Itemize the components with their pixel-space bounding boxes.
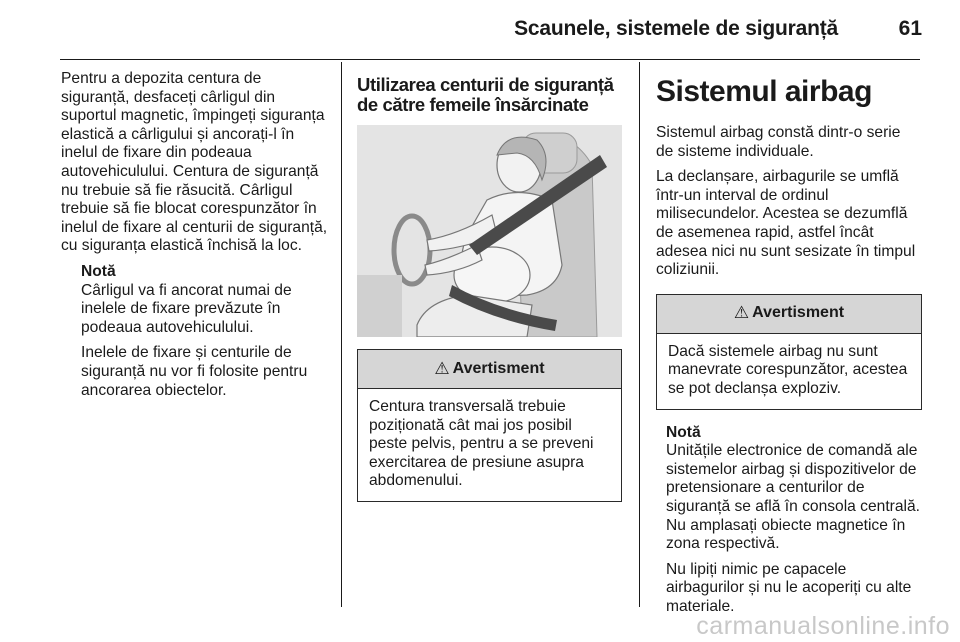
- warning-triangle-icon: ⚠: [733, 303, 750, 323]
- header-divider: [60, 59, 920, 60]
- note-paragraph: Unitățile electronice de comandă ale sistemelor airbag și dispozitivelor de pretensionare a centurilor de siguranță se află în consola centrală. Nu amplasați obiecte magnetice în zona respectivă.: [666, 442, 920, 553]
- warning-title: Avertisment: [752, 304, 845, 322]
- column-3: [656, 70, 922, 623]
- watermark: carmanualsonline.info: [696, 612, 950, 640]
- column-divider-1: [341, 62, 342, 607]
- warning-box: [656, 294, 922, 410]
- seatbelt-illustration-svg: [357, 125, 622, 337]
- warning-text: Dacă sistemele airbag nu sunt manevrate corespunzător, acestea se pot declanșa exploziv.: [668, 342, 908, 397]
- storage-paragraph: Pentru a depozita centura de siguranță, desfaceți cârligul din suportul magnetic, împingeți siguranța elastică a cârligului și ancorați-l în inelul de fixare din podeaua autovehiculului. Centura de siguranță nu trebuie să fie răsucită. Cârligul trebuie să fie blocat corespunzător în inelul de fixare al centurii de siguranță, cu siguranța elastică închisă la loc.: [61, 70, 328, 255]
- note-block: [656, 424, 922, 617]
- section-heading: Sistemul airbag: [656, 75, 872, 108]
- warning-box: [357, 349, 622, 502]
- page-number: 61: [898, 17, 922, 40]
- warning-title: Avertisment: [452, 359, 545, 377]
- page-header: [0, 0, 960, 60]
- column-2: [357, 70, 622, 502]
- page-title: Scaunele, sistemele de siguranță: [514, 17, 838, 40]
- pregnant-woman-seatbelt-illustration: [357, 125, 622, 337]
- warning-triangle-icon: ⚠: [434, 358, 450, 378]
- airbag-paragraph: Sistemul airbag constă dintr-o serie de sisteme individuale.: [656, 124, 901, 160]
- note-paragraph: Inelele de fixare și centurile de siguranță nu vor fi folosite pentru ancorarea obiectelor.: [81, 344, 308, 399]
- column-divider-2: [639, 62, 640, 607]
- warning-header: [358, 350, 621, 389]
- section-heading: Utilizarea centurii de siguranță de către femeile însărcinate: [357, 74, 614, 115]
- note-paragraph: Cârligul va fi ancorat numai de inelele de fixare prevăzute în podeaua autovehiculului.: [81, 281, 292, 336]
- note-label: Notă: [81, 262, 116, 280]
- warning-header: [657, 295, 921, 334]
- note-paragraph: Nu lipiți nimic pe capacele airbagurilor și nu le acoperiți cu alte materiale.: [666, 560, 912, 615]
- airbag-paragraph: La declanșare, airbagurile se umflă într-un interval de ordinul milisecundelor. Acestea se dezumflă de asemenea rapid, astfel încât adesea nici nu sunt sesizate în timpul coliziunii.: [656, 168, 916, 279]
- note-block: [61, 263, 331, 400]
- column-1: [61, 70, 331, 407]
- warning-text: Centura transversală trebuie poziționată cât mai jos posibil peste pelvis, pentru a se preveni exercitarea de presiune asupra abdomenului.: [369, 398, 594, 490]
- note-label: Notă: [666, 423, 701, 441]
